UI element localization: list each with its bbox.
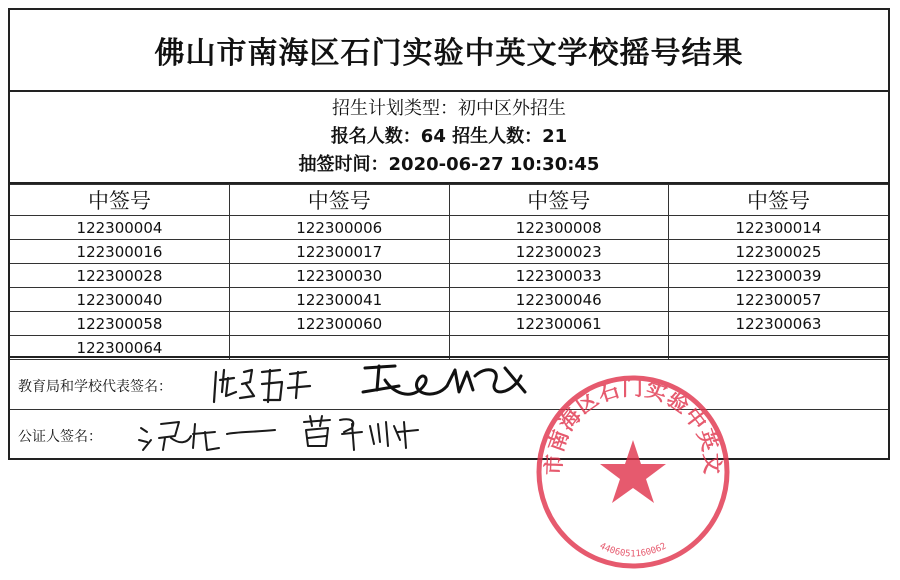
table-cell: 122300058 bbox=[10, 312, 230, 336]
notary-signature-label: 公证人签名： bbox=[18, 429, 102, 445]
notary-signature-row bbox=[10, 410, 888, 460]
draw-time: 抽签时间：2020-06-27 10:30:45 bbox=[298, 154, 600, 175]
table-cell: 122300028 bbox=[10, 264, 230, 288]
svg-text:4406051160062 bbox=[598, 541, 668, 559]
table-cell: 122300016 bbox=[10, 240, 230, 264]
column-header: 中签号 bbox=[230, 185, 450, 216]
table-cell: 122300039 bbox=[669, 264, 889, 288]
handwritten-signature bbox=[355, 356, 535, 414]
table-cell: 122300061 bbox=[449, 312, 669, 336]
table-cell: 122300060 bbox=[230, 312, 450, 336]
table-cell: 122300040 bbox=[10, 288, 230, 312]
table-row bbox=[10, 240, 888, 264]
table-cell: 122300046 bbox=[449, 288, 669, 312]
table-row bbox=[10, 264, 888, 288]
table-cell: 122300008 bbox=[449, 216, 669, 240]
seal-number: 4406051160062 bbox=[597, 541, 669, 560]
table-row bbox=[10, 216, 888, 240]
table-cell: 122300057 bbox=[669, 288, 889, 312]
column-header: 中签号 bbox=[10, 185, 230, 216]
table-cell: 122300025 bbox=[669, 240, 889, 264]
table-cell: 122300004 bbox=[10, 216, 230, 240]
school-seal-stamp bbox=[528, 372, 738, 572]
handwritten-signature bbox=[300, 412, 430, 460]
table-cell: 122300041 bbox=[230, 288, 450, 312]
handwritten-signature bbox=[210, 362, 320, 412]
enrollment-plan-type: 招生计划类型：初中区外招生 bbox=[332, 98, 566, 119]
table-cell: 122300063 bbox=[669, 312, 889, 336]
winning-numbers-table bbox=[10, 184, 888, 360]
seal-text: 市南海区石门实验中英文 bbox=[541, 376, 725, 476]
table-cell: 122300023 bbox=[449, 240, 669, 264]
table-cell: 122300030 bbox=[230, 264, 450, 288]
lottery-info bbox=[10, 92, 888, 184]
handwritten-signature bbox=[135, 414, 285, 458]
table-row bbox=[10, 312, 888, 336]
applicant-count: 报名人数：64 招生人数：21 bbox=[330, 126, 568, 147]
table-cell: 122300014 bbox=[669, 216, 889, 240]
bureau-signature-row bbox=[10, 356, 888, 410]
svg-text:佛山市南海区石门实验中英文学校 bbox=[528, 372, 724, 476]
table-cell: 122300017 bbox=[230, 240, 450, 264]
table-row bbox=[10, 288, 888, 312]
column-header: 中签号 bbox=[669, 185, 889, 216]
table-cell: 122300006 bbox=[230, 216, 450, 240]
bureau-signature-label: 教育局和学校代表签名： bbox=[18, 379, 172, 395]
table-cell: 122300033 bbox=[449, 264, 669, 288]
document-title: 佛山市南海区石门实验中英文学校摇号结果 bbox=[10, 10, 888, 92]
lottery-result-sheet bbox=[8, 8, 890, 460]
table-header-row bbox=[10, 185, 888, 216]
column-header: 中签号 bbox=[449, 185, 669, 216]
table-cell: 122300064 bbox=[10, 336, 230, 360]
